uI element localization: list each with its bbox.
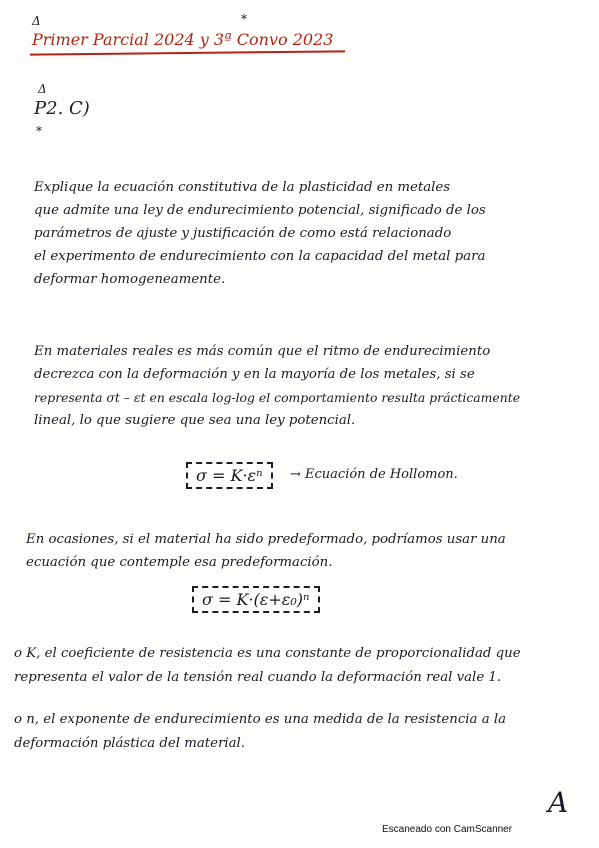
bullet-n [14, 708, 506, 756]
predeformation-equation: σ = K·(ε+ε₀)ⁿ [192, 586, 320, 613]
answer-line: ecuación que contemple esa predeformación. [26, 555, 333, 570]
answer-line: decrezca con la deformación y en la mayoría de los metales, si se [34, 367, 475, 382]
bullet-line: o n, el exponente de endurecimiento es una medida de la resistencia a la [14, 712, 507, 727]
bullet-line: o K, el coeficiente de resistencia es una constante de proporcionalidad que [14, 646, 521, 661]
title-star-mark: * [241, 12, 247, 26]
answer-line: representa σt – εt en escala log-log el comportamiento resulta prácticamente [34, 390, 521, 405]
section-label: P2. C) [34, 98, 90, 119]
answer-line: En ocasiones, si el material ha sido predeformado, podríamos usar una [26, 532, 506, 547]
signature: A [548, 786, 569, 819]
bullet-line: representa el valor de la tensión real cuando la deformación real vale 1. [14, 670, 502, 685]
answer-paragraph-2 [26, 528, 506, 574]
answer-paragraph-1 [34, 340, 520, 432]
hollomon-equation: σ = K·εⁿ [186, 462, 273, 489]
bullet-line: deformación plástica del material. [14, 736, 246, 751]
section-delta-mark: Δ [38, 82, 47, 96]
title-delta-mark: Δ [32, 14, 41, 28]
page-title: Primer Parcial 2024 y 3ª Convo 2023 [32, 30, 334, 49]
question-line: deformar homogeneamente. [34, 272, 226, 287]
hollomon-note: → Ecuación de Hollomon. [290, 467, 458, 482]
question-line: el experimento de endurecimiento con la capacidad del metal para [34, 249, 486, 264]
question-line: parámetros de ajuste y justificación de como está relacionado [34, 226, 452, 241]
section-star-mark: * [36, 124, 42, 138]
bullet-k [14, 642, 521, 690]
question-paragraph [34, 176, 486, 291]
scanner-footer: Escaneado con CamScanner [382, 824, 513, 835]
title-underline [30, 50, 345, 55]
question-line: que admite una ley de endurecimiento potencial, significado de los [34, 203, 486, 218]
answer-line: lineal, lo que sugiere que sea una ley potencial. [34, 413, 356, 428]
question-line: Explique la ecuación constitutiva de la plasticidad en metales [34, 180, 451, 195]
answer-line: En materiales reales es más común que el ritmo de endurecimiento [34, 344, 491, 359]
